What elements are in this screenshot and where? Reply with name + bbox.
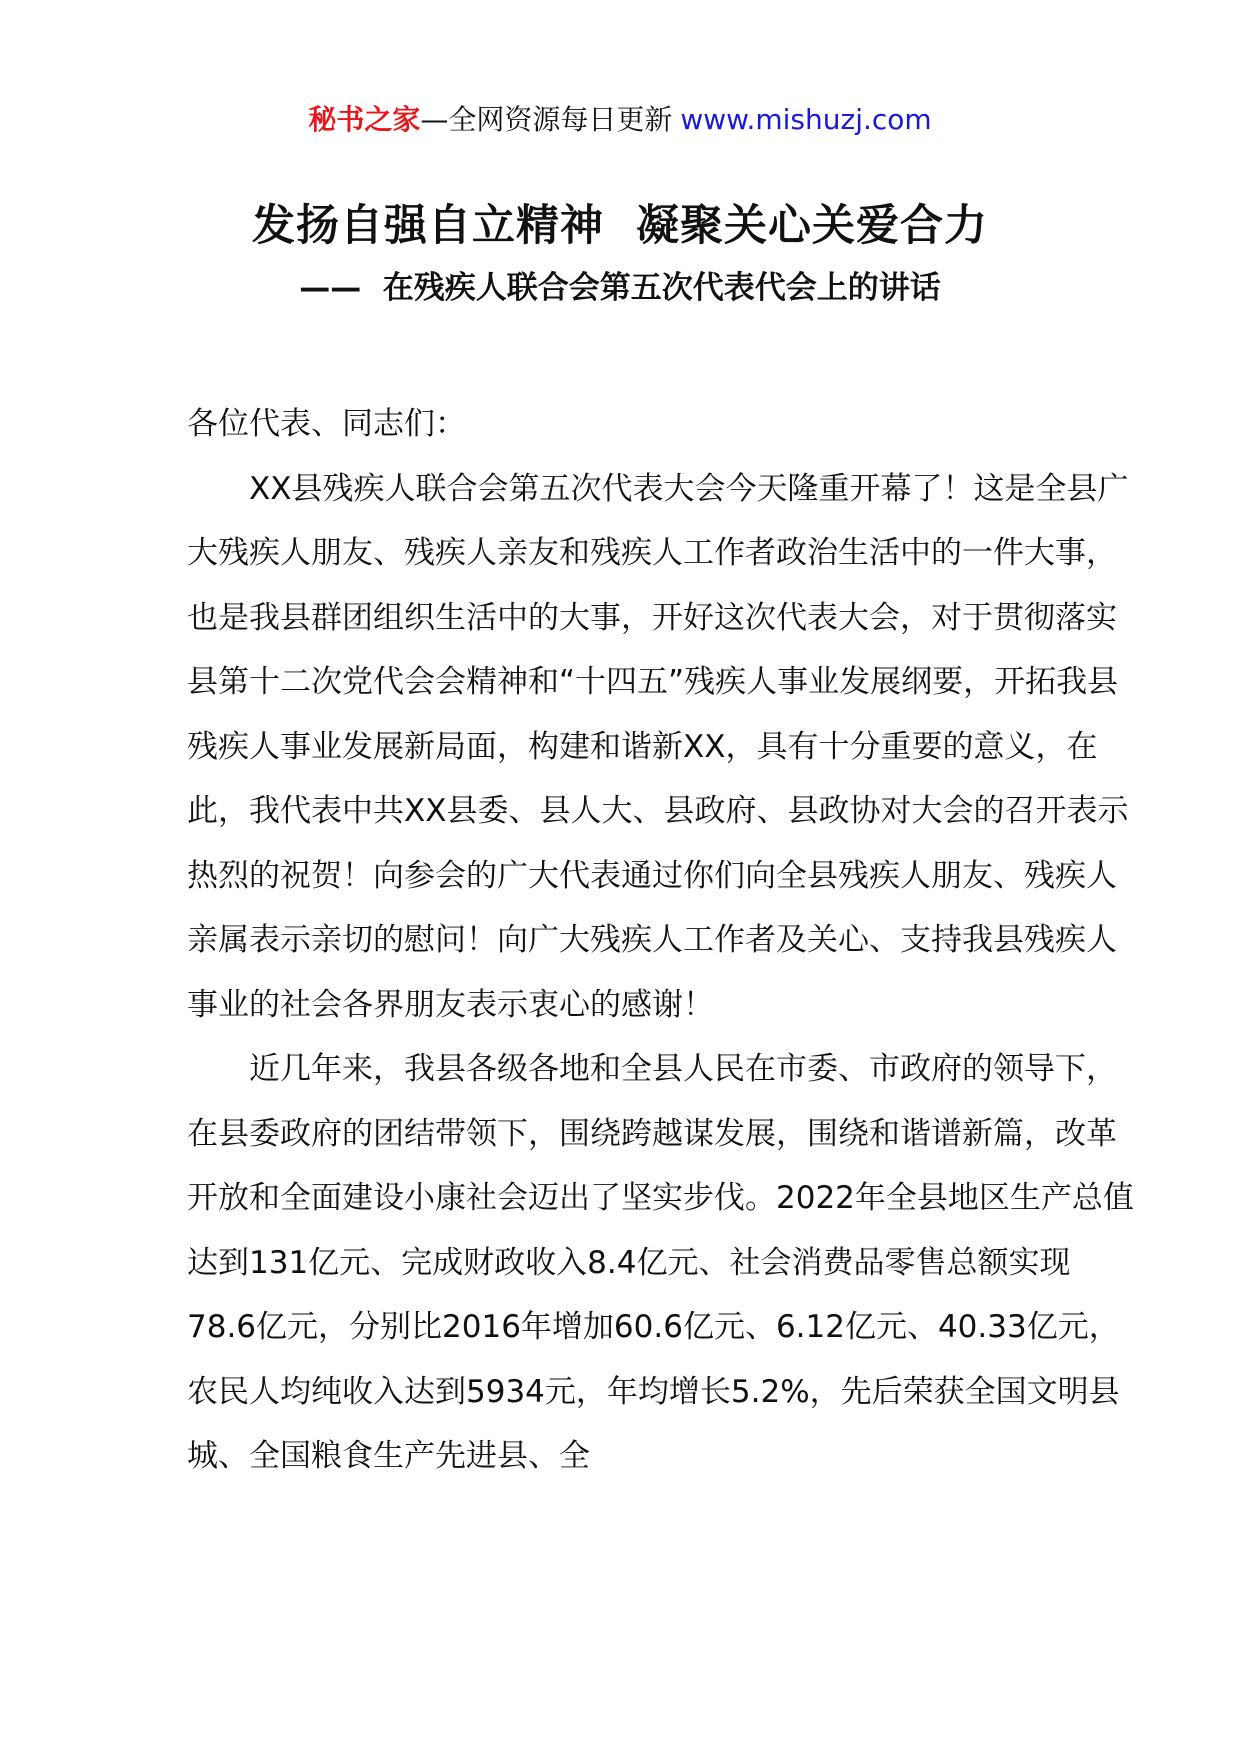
site-tagline: —全网资源每日更新 [420,103,673,136]
paragraph-2: 近几年来，我县各级各地和全县人民在市委、市政府的领导下，在县委政府的团结带领下，围绕跨越谋发展，围绕和谐谱新篇，改革开放和全面建设小康社会迈出了坚实步伐。2022年全县地区生产总值达到131亿元、完成财政收入8.4亿元、社会消费品零售总额实现78.6亿元，分别比2016年增加60.6亿元、6.12亿元、40.33亿元，农民人均纯收入达到5934元，年均增长5.2%，先后荣获全国文明县城、全国粮食生产先进县、全 [187,1051,1134,1474]
salutation: 各位代表、同志们： [187,406,466,442]
paragraph-1: XX县残疾人联合会第五次代表大会今天隆重开幕了！这是全县广大残疾人朋友、残疾人亲友和残疾人工作者政治生活中的一件大事，也是我县群团组织生活中的大事，开好这次代表大会，对于贯彻落实县第十二次党代会会精神和“十四五”残疾人事业发展纲要，开拓我县残疾人事业发展新局面，构建和谐新XX，具有十分重要的意义，在此，我代表中共XX县委、县人大、县政府、县政协对大会的召开表示热烈的祝贺！向参会的广大代表通过你们向全县残疾人朋友、残疾人亲属表示亲切的慰问！向广大残疾人工作者及关心、支持我县残疾人事业的社会各界朋友表示衷心的感谢！ [187,470,1129,1023]
document-body [187,392,1137,1489]
site-brand: 秘书之家 [308,103,421,136]
site-header [0,100,1240,140]
document-subtitle: —— 在残疾人联合会第五次代表代会上的讲话 [299,270,941,306]
document-title: 发扬自强自立精神 凝聚关心关爱合力 [252,201,988,251]
site-url-link[interactable]: www.mishuzj.com [680,103,932,136]
